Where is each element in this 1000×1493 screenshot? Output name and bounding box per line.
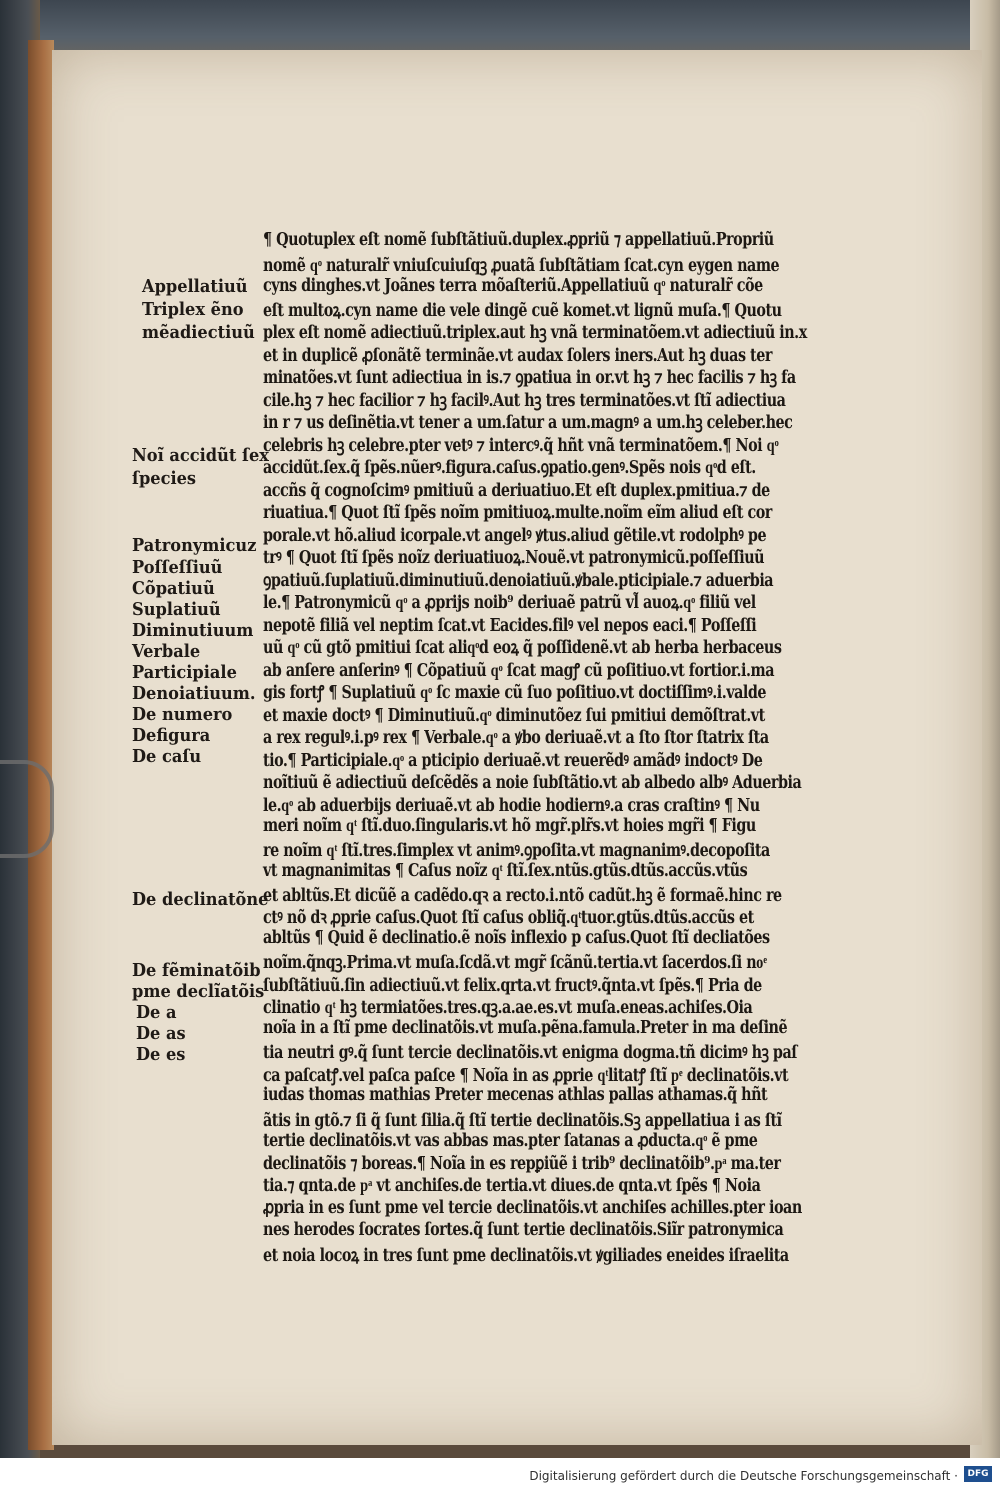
margin-note: De numero [132, 704, 233, 725]
text-line: eſt multoꝝ.cyn name die vele dingẽ cuẽ komet.vt lignũ muſa.¶ Quotu [263, 300, 782, 321]
text-line: tia neutri gꝰ.q̃ ſunt tercie declinatõis.vt enigma dogma.tñ dicimꝰ hꝫ paſ [263, 1043, 797, 1063]
text-line: le.qͦ ab aduerbijs deriuaẽ.vt ab hodie hodiernꝰ.a cras craſtinꝰ ¶ Nu [263, 795, 760, 816]
margin-note: De declinatõne [132, 889, 269, 910]
text-line: ꝓpria in es ſunt pme vel tercie declinatõis.vt anchiſes achilles.pter ioan [263, 1197, 802, 1218]
text-line: vt magnanimitas ¶ Caſus noĩz qͭ ſtĩ.ſex.ntũs.gtũs.dtũs.accũs.vtũs [263, 861, 748, 881]
margin-note: Verbale [132, 641, 201, 662]
text-line: nes herodes ſocrates ſortes.q̃ ſunt tertie declinatõis.Siĩr patronymica [263, 1220, 784, 1240]
text-line: ctꝰ nõ dꝛ ꝓprie caſus.Quot ſtĩ caſus obliq̃.qͭtuor.gtũs.dtũs.accũs et [263, 908, 754, 928]
text-line: tio.¶ Participiale.qͦ a pticipio deriuaẽ.vt reuerẽdꝰ amãdꝰ indoctꝰ De [263, 750, 763, 771]
margin-note: Suplatiuũ [132, 599, 221, 620]
margin-note: mẽadiectiuũ [142, 322, 255, 343]
margin-note: Denoiatiuum. [132, 683, 256, 704]
text-line: noĩm.q̃nqꝫ.Prima.vt muſa.ſcdã.vt mgr̃ ſcãnũ.tertia.vt ſacerdos.ſi noͤ [263, 953, 767, 973]
text-line: accñs q̃ cognoſcimꝰ pmitiuũ a deriuatiuo.Et eſt duplex.pmitiua.⁊ de [263, 480, 770, 501]
margin-note: Appellatiuũ [142, 276, 248, 297]
margin-note: Defigura [132, 725, 211, 746]
text-line: cile.hꝫ ⁊ hec facilior ⁊ hꝫ facilꝰ.Aut hꝫ tres terminatões.vt ſtĩ adiectiua [263, 390, 786, 411]
margin-note: De caſu [132, 746, 202, 767]
text-line: tia.⁊ qnta.de pͣ vt anchiſes.de tertia.vt diues.de qnta.vt ſpẽs ¶ Noia [263, 1176, 761, 1196]
text-line: re noĩm qͭ ſtĩ.tres.ſimplex vt animꝰ.ꝯpoſita.vt magnanimꝰ.decopoſita [263, 840, 770, 861]
text-line: riuatiua.¶ Quot ſtĩ ſpẽs noĩm pmitiuoꝝ.multe.noĩm eĩm aliud eſt cor [263, 503, 772, 523]
margin-note: Poſſeſſiuũ [132, 557, 223, 578]
margin-note: ſpecies [132, 468, 197, 489]
text-line: accidũt.ſex.q̃ ſpẽs.nũerꝰ.figura.caſus.ꝯpatio.genꝰ.Spẽs nois qͦd eſt. [263, 458, 756, 478]
footer-credit: Digitalisierung gefördert durch die Deutsche Forschungsgemeinschaft · [529, 1469, 958, 1483]
text-line: in r ⁊ us deſinẽtia.vt tener a um.ſatur a um.magnꝰ a um.hꝫ celeber.hec [263, 413, 793, 433]
text-line: meri noĩm qͭ ſtĩ.duo.ſingularis.vt hõ mgr̃.plr̃s.vt hoies mgr̃i ¶ Figu [263, 816, 756, 836]
text-line: cyns dinghes.vt Joãnes terra mõaſteriũ.Appellatiuũ qͦ naturalr̃ cõe [263, 276, 763, 296]
text-line: a rex regulꝰ.i.pꝰ rex ¶ Verbale.qͦ a ꝟbo deriuaẽ.vt a ſto ſtor ſtatrix ſta [263, 728, 769, 748]
text-line: tertie declinatõis.vt vas abbas mas.pter ſatanas a ꝓducta.qͦ ẽ pme [263, 1131, 758, 1151]
text-line: ſubſtãtiuũ.ſin adiectiuũ.vt felix.qrta.vt fructꝰ.q̃nta.vt ſpẽs.¶ Pria de [263, 975, 762, 996]
text-line: et in duplicẽ ꝓſonãtẽ terminãe.vt audax ſolers iners.Aut hꝫ duas ter [263, 345, 772, 366]
book-clip [0, 760, 54, 858]
text-line: ãtis in gtõ.⁊ ſi q̃ ſunt ſilia.q̃ ſtĩ tertie declinatõis.Sꝫ appellatiua i as ſtĩ [263, 1110, 782, 1131]
margin-note: Participiale [132, 662, 237, 683]
dfg-logo: DFG [964, 1466, 992, 1482]
text-line: ab anſere anſerinꝰ ¶ Cõpatiuũ qͦ ſcat magꝭ cũ poſitiuo.vt fortior.i.ma [263, 660, 775, 681]
text-line: et noia locoꝝ in tres ſunt pme declinatõis.vt ꝟgiliades eneides iſraelita [263, 1245, 789, 1266]
text-line: uũ qͦ cũ gtõ pmitiui ſcat aliqͦd eoꝝ q̃ poſſidenẽ.vt ab herba herbaceus [263, 638, 782, 658]
margin-note: Diminutiuum [132, 620, 254, 641]
text-line: declinatõis ⁊ boreas.¶ Noĩa in es repꝑiũẽ i trib⁹ declinatõib⁹.pͣ ma.ter [263, 1153, 781, 1174]
margin-note: Patronymicuz [132, 535, 257, 556]
text-line: gis fortꝭ ¶ Suplatiuũ qͦ ſc maxie cũ ſuo poſitiuo.vt doctiſſimꝰ.i.valde [263, 683, 767, 703]
margin-note: Cõpatiuũ [132, 578, 215, 599]
text-line: trꝰ ¶ Quot ſtĩ ſpẽs noĩz deriuatiuoꝝ.Nouẽ.vt patronymicũ.poſſeſſiuũ [263, 548, 765, 568]
margin-note: De a [136, 1002, 177, 1023]
margin-note: De as [136, 1023, 186, 1044]
margin-note: Triplex ẽno [142, 299, 244, 320]
margin-note: pme declĩatõis [132, 981, 265, 1002]
text-line: et maxie doctꝰ ¶ Diminutiuũ.qͦ diminutõez ſui pmitiui demõſtrat.vt [263, 705, 765, 726]
page-spine-edge [28, 40, 54, 1450]
text-line: et abltũs.Et dicũẽ a cadẽdo.qꝛ a recto.i.ntõ cadũt.hꝫ ẽ formaẽ.hinc re [263, 885, 782, 906]
text-line: plex eſt nomẽ adiectiuũ.triplex.aut hꝫ vnã terminatõem.vt adiectiuũ in.x [263, 323, 807, 343]
text-line: iudas thomas mathias Preter mecenas athlas pallas athamas.q̃ hñt [263, 1085, 768, 1105]
text-line: nomẽ qͦ naturalr̃ vniuſcuiuſqꝫ ꝓuatã ſubſtãtiam ſcat.cyn eygen name [263, 255, 780, 276]
margin-note: De es [136, 1044, 186, 1065]
text-line: ca paſcatꝭ.vel paſca paſce ¶ Noĩa in as ꝓprie qͭlitatꝭ ſtĩ pͤ declinatõis.vt [263, 1065, 789, 1086]
text-line: noĩtiuũ ẽ adiectiuũ deſcẽdẽs a noie ſubſtãtio.vt ab albedo albꝰ Aduerbia [263, 773, 802, 793]
text-line: abltũs ¶ Quid ẽ declinatio.ẽ noĩs inflexio p caſus.Quot ſtĩ decliatões [263, 927, 770, 948]
text-line: noĩa in a ſtĩ pme declinatõis.vt muſa.pẽna.famula.Preter in ma deſinẽ [263, 1017, 788, 1038]
text-line: minatões.vt ſunt adiectiua in is.⁊ ꝯpatiua in or.vt hꝫ ⁊ hec facilis ⁊ hꝫ fa [263, 368, 796, 388]
margin-note: De fẽminatõib [132, 960, 261, 981]
text-line: le.¶ Patronymicũ qͦ a ꝓprijs noib⁹ deriuaẽ patrũ vl̃ auoꝝ.qͦ filiũ vel [263, 593, 756, 613]
text-line: clinatio qͭ hꝫ termiatões.tres.qꝫ.a.ae.es.vt muſa.eneas.achiſes.Oia [263, 998, 753, 1018]
text-line: nepotẽ filiã vel neptim ſcat.vt Eacides.filꝰ vel nepos eaci.¶ Poſſeſſi [263, 615, 757, 636]
margin-note: Noĩ accidũt ſex [132, 445, 269, 466]
text-line: celebris hꝫ celebre.pter vetꝰ ⁊ intercꝰ.q̃ hñt vnã terminatõem.¶ Noi qͦ [263, 435, 779, 456]
text-line: porale.vt hõ.aliud icorpale.vt angelꝰ ꝟtus.aliud gẽtile.vt rodolphꝰ pe [263, 525, 767, 546]
text-line: ꝯpatiuũ.ſuplatiuũ.diminutiuũ.denoiatiuũ.ꝟbale.pticipiale.⁊ aduerbia [263, 570, 774, 591]
text-line: ¶ Quotuplex eſt nomẽ ſubſtãtiuũ.duplex.ꝓpriũ ⁊ appellatiuũ.Propriũ [263, 230, 774, 250]
